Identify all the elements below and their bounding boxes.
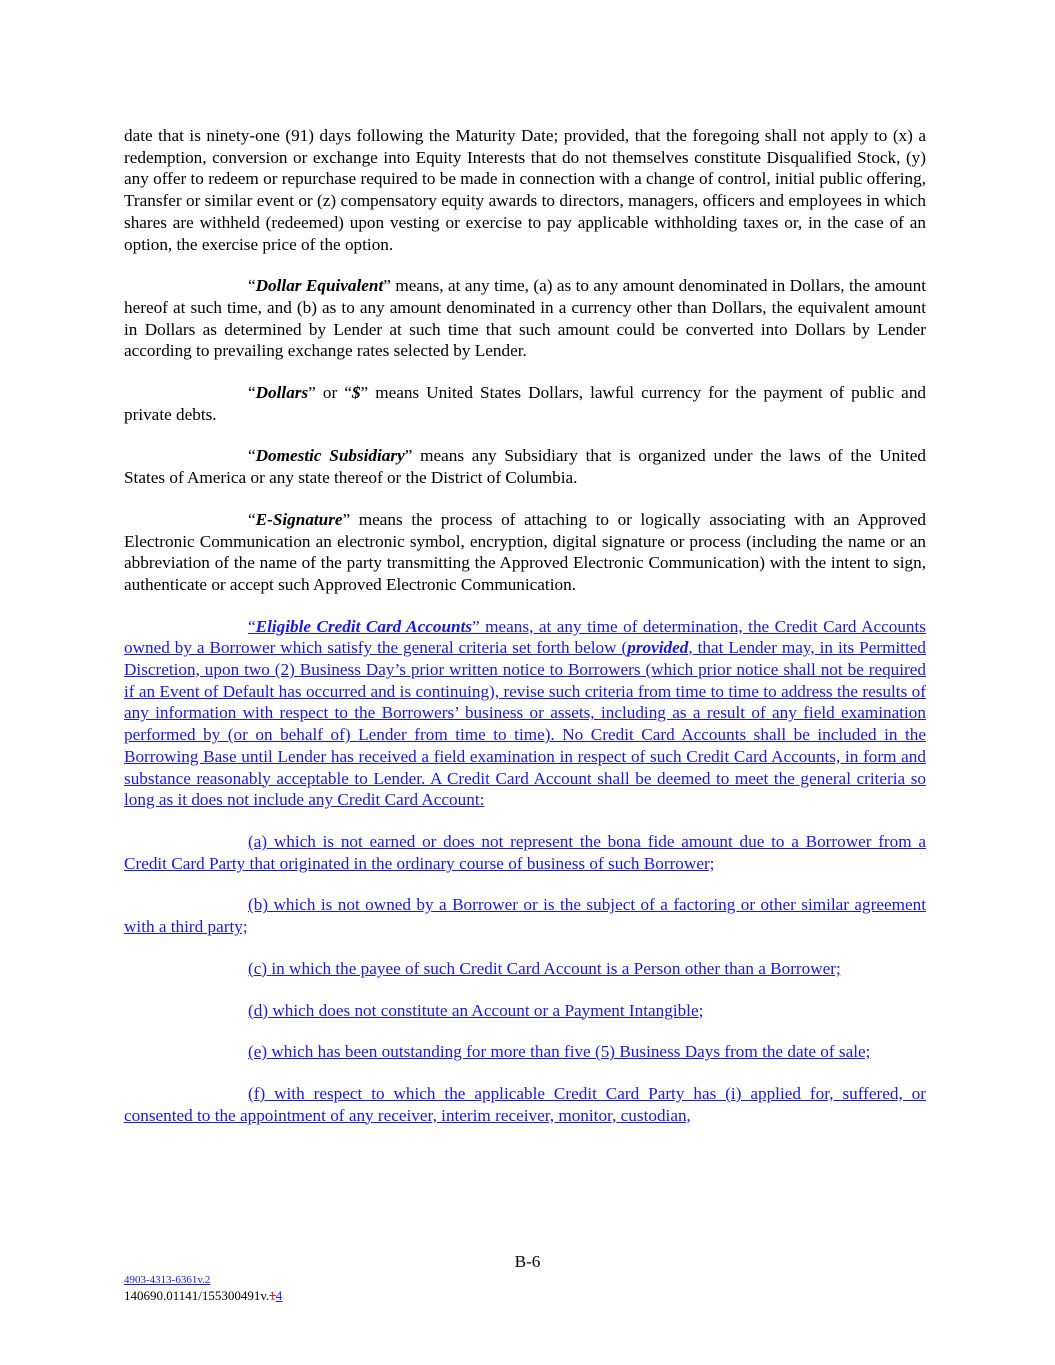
list-item [124,894,926,937]
list-item-label: (a) [248,831,268,851]
list-item-label: (d) [248,1000,269,1020]
document-id [124,1288,282,1304]
definition-text: ” means, at any time of determination, the Credit Card Accounts owned by a Borrower which satisfy the general criteria set forth below ( [124,616,926,658]
defined-term: Dollars [255,383,309,403]
document-body [124,125,926,1146]
paragraph-continuation [124,125,926,255]
definition-text: ” means, at any time, (a) as to any amount denominated in Dollars, the amount hereof at such time, and (b) as to any amount denominated in a currency other than Dollars, the equivalent amount in Dollars as determined by Lender at such time that such amount could be converted into Dollars by Lender according to prevailing exchange rates selected by Lender. [124,276,926,361]
list-item-text: with respect to which the applicable Credit Card Party has (i) applied for, suffered, or consented to the appointment of any receiver, interim receiver, monitor, custodian, [124,1083,926,1125]
definition-connector: ” or “ [308,383,352,403]
list-item [124,958,926,980]
defined-term: E-Signature [255,509,343,529]
definition-text: ” means the process of attaching to or logically associating with an Approved Electronic Communication an electronic symbol, encryption, digital signature or process (including the name or an abbreviation of the name of the party transmitting the Approved Electronic Communication) with the intent to sign, authenticate or accept such Approved Electronic Communication. [124,509,926,594]
definition-dollar-equivalent: “Dollar Equivalent” means, at any time, (a) as to any amount denominated in Dollars, the amount hereof at such time, and (b) as to any amount denominated in a currency other than Dollars, the equivalent amount in Dollars as determined by Lender at such time that such amount could be converted into Dollars by Lender according to prevailing exchange rates selected by Lender. [124,276,926,361]
list-item-text: which is not earned or does not represent the bona fide amount due to a Borrower from a Credit Card Party that originated in the ordinary course of business of such Borrower; [124,831,927,873]
list-item [124,1041,926,1063]
list-item [124,1083,926,1126]
list-item-label: (b) [248,895,269,915]
definition-dollars: “Dollars” or “$” means United States Dollars, lawful currency for the payment of public and private debts. [124,383,927,424]
list-item-text: in which the payee of such Credit Card Account is a Person other than a Borrower; [271,958,841,978]
paragraph-text: date that is ninety-one (91) days following the Maturity Date; provided, that the foregoing shall not apply to (x) a redemption, conversion or exchange into Equity Interests that do not themselves constitute Disqualified Stock, (y) any offer to redeem or repurchase required to be made in connection with a change of control, initial public offering, Transfer or similar event or (z) compensatory equity awards to directors, managers, officers and employees in which shares are withheld (redeemed) upon vesting or exercise to pay applicable withholding taxes or, in the case of an option, the exercise price of the option. [124,126,926,254]
page-number: B-6 [514,1252,541,1271]
definition-text-continued: , that Lender may, in its Permitted Discretion, upon two (2) Business Day’s prior written notice to Borrowers (which prior notice shall not be required if an Event of Default has occurred and is continuing), revise such criteria from time to time to address the results of any information with respect to the Borrowers’ business or assets, including as a result of any field examination performed by (or on behalf of) Lender from time to time). No Credit Card Accounts shall be included in the Borrowing Base until Lender has received a field examination in respect of such Credit Card Accounts, in form and substance reasonably acceptable to Lender. A Credit Card Account shall be deemed to meet the general criteria so long as it does not include any Credit Card Account: [124,638,926,810]
defined-term: Eligible Credit Card Accounts [255,616,473,636]
document-id-deleted-version: 1 [269,1288,276,1303]
defined-term-symbol: $ [351,383,361,403]
defined-term: Domestic Subsidiary [255,446,405,466]
definition-text: ” means any Subsidiary that is organized under the laws of the United States of America or any state thereof or the District of Columbia. [124,446,926,488]
list-item [124,831,926,874]
list-item-label: (e) [248,1042,268,1062]
document-id-prefix: 140690.01141/155300491v. [124,1288,270,1303]
list-item-label: (f) [248,1083,266,1103]
list-item-text: which does not constitute an Account or a Payment Intangible; [272,1000,704,1020]
list-item-text: which has been outstanding for more than five (5) Business Days from the date of sale; [271,1042,871,1062]
definition-eligible-credit-card-accounts: “Eligible Credit Card Accounts” means, at any time of determination, the Credit Card Accounts owned by a Borrower which satisfy the general criteria set forth below (provided, that Lender may, in its Permitted Discretion, upon two (2) Business Day’s prior written notice to Borrowers (which prior notice shall not be required if an Event of Default has occurred and is continuing), revise such criteria from time to time to address the results of any information with respect to the Borrowers’ business or assets, including as a result of any field examination performed by (or on behalf of) Lender from time to time). No Credit Card Accounts shall be included in the Borrowing Base until Lender has received a field examination in respect of such Credit Card Accounts, in form and substance reasonably acceptable to Lender. A Credit Card Account shall be deemed to meet the general criteria so long as it does not include any Credit Card Account: [124,616,926,810]
list-item-label: (c) [248,958,268,978]
definition-e-signature: “E-Signature” means the process of attaching to or logically associating with an Approved Electronic Communication an electronic symbol, encryption, digital signature or process (including the name or an abbreviation of the name of the party transmitting the Approved Electronic Communication) with the intent to sign, authenticate or accept such Approved Electronic Communication. [124,509,926,594]
definition-domestic-subsidiary: “Domestic Subsidiary” means any Subsidiary that is organized under the laws of the United States of America or any state thereof or the District of Columbia. [124,446,926,488]
list-item-text: which is not owned by a Borrower or is the subject of a factoring or other similar agreement with a third party; [124,895,926,937]
document-id-tracked: 4903-4313-6361v.2 [124,1274,211,1286]
list-item [124,1000,926,1022]
definition-text: ” means United States Dollars, lawful currency for the payment of public and private debts. [124,383,927,424]
provided-term: provided [627,638,689,658]
document-id-added-version: 4 [275,1288,283,1303]
defined-term: Dollar Equivalent [255,276,384,296]
